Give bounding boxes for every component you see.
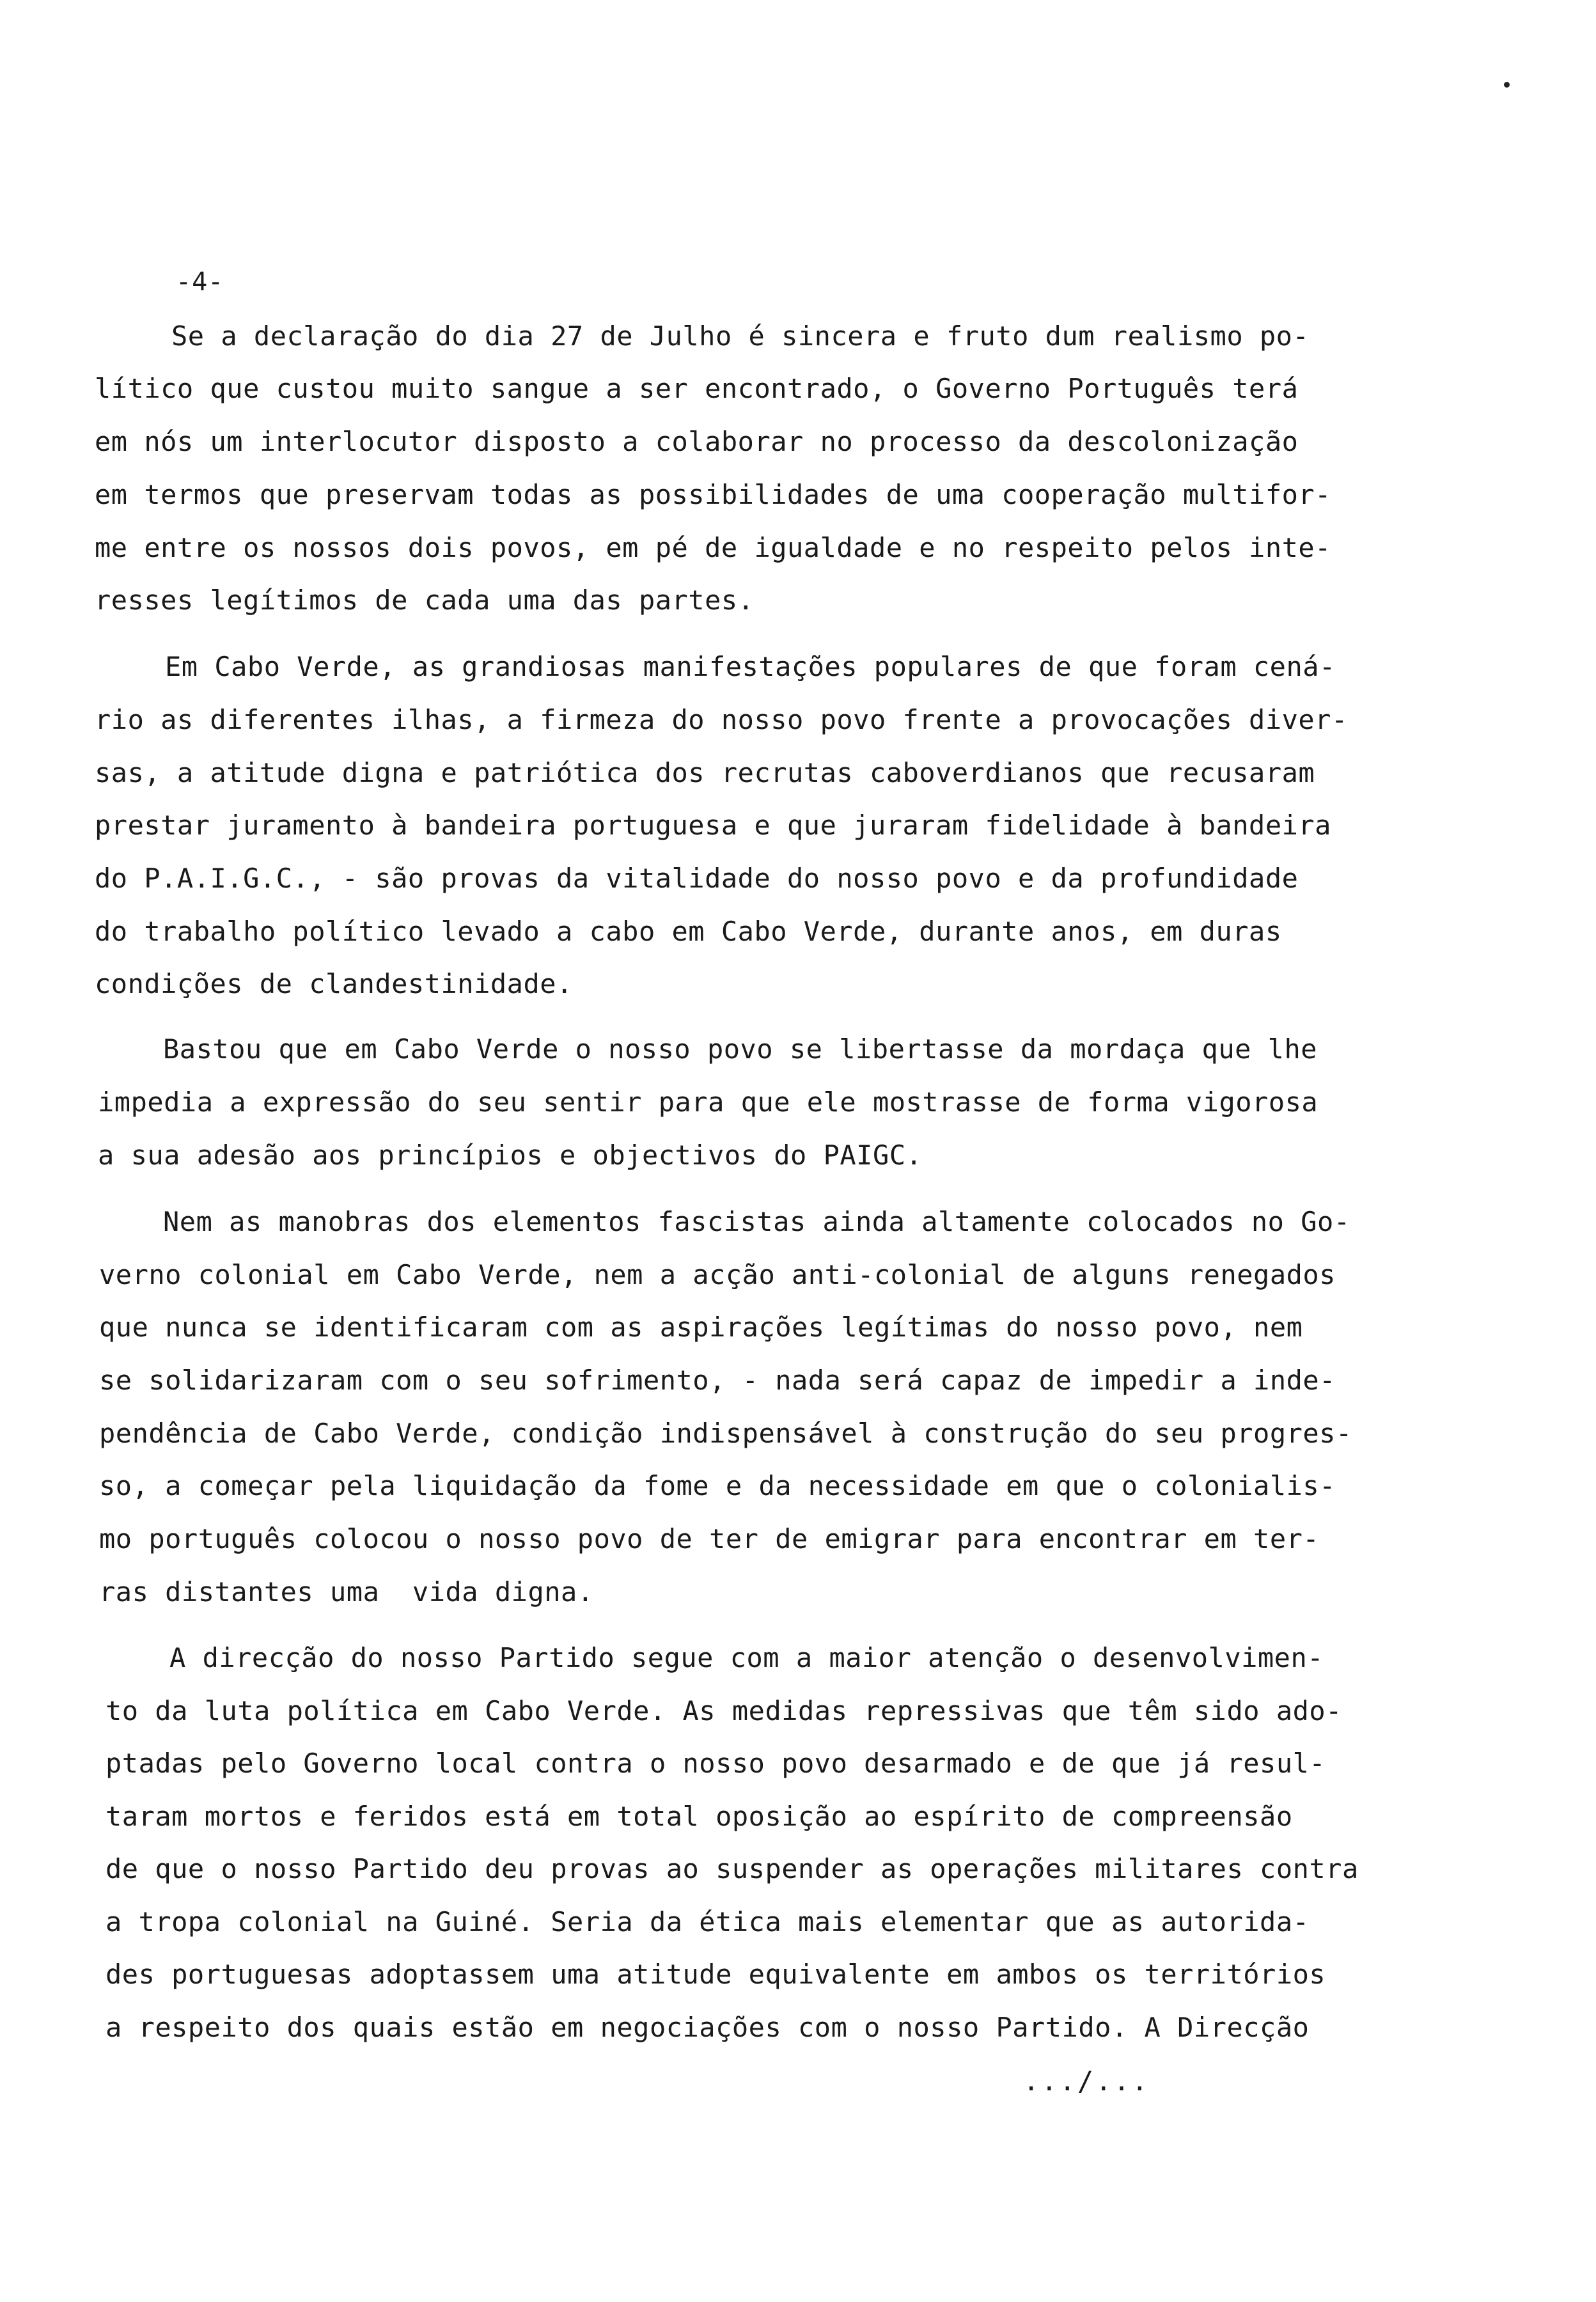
text-line: pendência de Cabo Verde, condição indispensável à construção do seu progres- [99, 1418, 1352, 1449]
text-line: so, a começar pela liquidação da fome e da necessidade em que o colonialis- [99, 1470, 1336, 1501]
text-line: A direcção do nosso Partido segue com a maior atenção o desenvolvimen- [169, 1642, 1324, 1673]
text-line: me entre os nossos dois povos, em pé de igualdade e no respeito pelos inte- [95, 532, 1331, 563]
text-line: rio as diferentes ilhas, a firmeza do nosso povo frente a provocações diver- [95, 704, 1348, 735]
text-line: to da luta política em Cabo Verde. As medidas repressivas que têm sido ado- [106, 1695, 1342, 1726]
text-line: ptadas pelo Governo local contra o nosso povo desarmado e de que já resul- [106, 1748, 1326, 1779]
text-line: de que o nosso Partido deu provas ao suspender as operações militares contra [106, 1853, 1359, 1884]
text-line: taram mortos e feridos está em total oposição ao espírito de compreensão [106, 1801, 1293, 1832]
text-line: prestar juramento à bandeira portuguesa e que juraram fidelidade à bandeira [95, 810, 1331, 841]
text-line: condições de clandestinidade. [95, 968, 573, 999]
text-line: se solidarizaram com o seu sofrimento, - nada será capaz de impedir a inde- [99, 1365, 1336, 1396]
text-line: lítico que custou muito sangue a ser encontrado, o Governo Português terá [95, 373, 1299, 404]
text-line: Bastou que em Cabo Verde o nosso povo se libertasse da mordaça que lhe [163, 1033, 1318, 1065]
text-line: que nunca se identificaram com as aspirações legítimas do nosso povo, nem [99, 1312, 1303, 1343]
text-line: resses legítimos de cada uma das partes. [95, 584, 755, 616]
text-line: em nós um interlocutor disposto a colaborar no processo da descolonização [95, 426, 1299, 457]
text-line: ras distantes uma vida digna. [99, 1576, 594, 1608]
text-line: Em Cabo Verde, as grandiosas manifestações populares de que foram cená- [165, 651, 1336, 682]
continuation-mark: .../... [1023, 2065, 1150, 2097]
text-line: des portuguesas adoptassem uma atitude equivalente em ambos os territórios [106, 1959, 1326, 1990]
text-line: em termos que preservam todas as possibilidades de uma cooperação multifor- [95, 479, 1331, 510]
text-line: a respeito dos quais estão em negociações com o nosso Partido. A Direcção [106, 2012, 1310, 2043]
text-line: Nem as manobras dos elementos fascistas ainda altamente colocados no Go- [163, 1206, 1350, 1237]
text-line: a sua adesão aos princípios e objectivos do PAIGC. [98, 1139, 923, 1171]
page-number: -4- [176, 267, 224, 297]
text-line: a tropa colonial na Guiné. Seria da ética mais elementar que as autorida- [106, 1906, 1310, 1938]
text-line: do P.A.I.G.C., - são provas da vitalidade do nosso povo e da profundidade [95, 863, 1299, 894]
text-line: do trabalho político levado a cabo em Cabo Verde, durante anos, em duras [95, 916, 1282, 947]
paper-speck [1504, 82, 1510, 88]
text-line: mo português colocou o nosso povo de ter de emigrar para encontrar em ter- [99, 1523, 1320, 1554]
text-line: Se a declaração do dia 27 de Julho é sincera e fruto dum realismo po- [171, 320, 1310, 352]
text-line: sas, a atitude digna e patriótica dos recrutas caboverdianos que recusaram [95, 757, 1315, 788]
text-line: verno colonial em Cabo Verde, nem a acção anti-colonial de alguns renegados [99, 1259, 1336, 1290]
text-line: impedia a expressão do seu sentir para que ele mostrasse de forma vigorosa [98, 1086, 1318, 1118]
